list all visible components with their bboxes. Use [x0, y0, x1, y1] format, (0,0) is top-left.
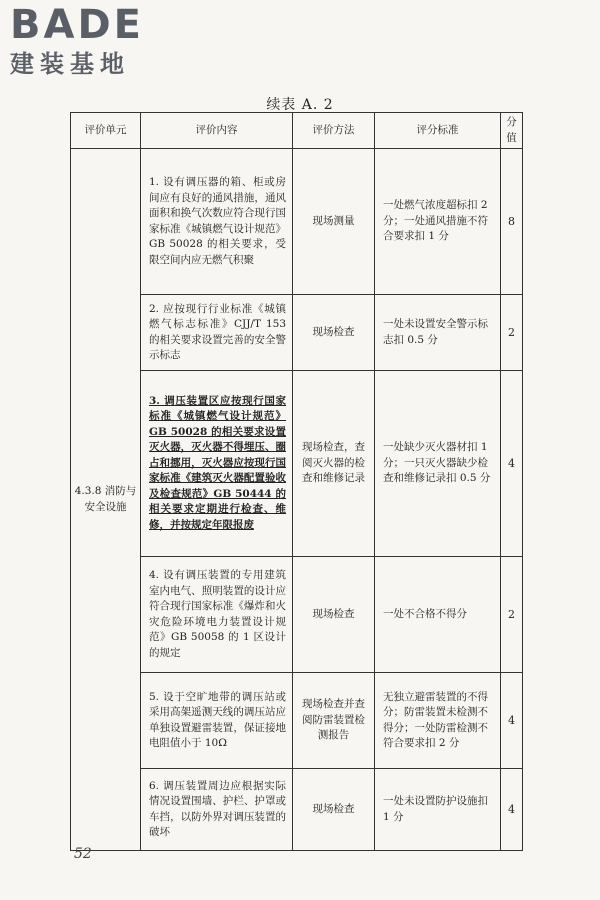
- table-header-row: [71, 113, 523, 149]
- row-criteria: 一处不合格不得分: [375, 557, 501, 673]
- row-score: 4: [501, 673, 523, 769]
- evaluation-table: [70, 112, 523, 851]
- watermark-logo: [10, 4, 190, 78]
- watermark-brand: BADE: [10, 2, 144, 48]
- header-method: 评价方法: [293, 113, 375, 149]
- header-unit: 评价单元: [71, 113, 141, 149]
- header-content: 评价内容: [141, 113, 293, 149]
- header-score: 分值: [501, 113, 523, 149]
- row-method: 现场检查: [293, 557, 375, 673]
- row-criteria: 一处未设置安全警示标志扣 0.5 分: [375, 295, 501, 371]
- row-criteria: 无独立避雷装置的不得分；防雷装置未检测不得分；一处防雷检测不符合要求扣 2 分: [375, 673, 501, 769]
- row-score: 4: [501, 371, 523, 557]
- row-criteria: 一处缺少灭火器材扣 1 分；一只灭火器缺少检查和维修记录扣 0.5 分: [375, 371, 501, 557]
- table-row: [71, 149, 523, 295]
- unit-label: 4.3.8 消防与安全设施: [71, 149, 141, 851]
- row-score: 2: [501, 557, 523, 673]
- header-criteria: 评分标准: [375, 113, 501, 149]
- watermark-subtitle: 建装基地: [10, 50, 130, 78]
- page-number: 52: [74, 846, 92, 862]
- row-criteria: 一处未设置防护设施扣 1 分: [375, 769, 501, 851]
- row-content: 6. 调压装置周边应根据实际情况设置围墙、护栏、护罩或车挡，以防外界对调压装置的破坏: [141, 769, 293, 851]
- row-content: 3. 调压装置区应按现行国家标准《城镇燃气设计规范》GB 50028 的相关要求设置灭火器，灭火器不得埋压、圈占和挪用，灭火器应按现行国家标准《建筑灭火器配置验收及检查规范》GB 50444 的相关要求定期进行检查、维修，并按规定年限报废: [141, 371, 293, 557]
- row-method: 现场检查: [293, 769, 375, 851]
- row-criteria: 一处燃气浓度超标扣 2 分；一处通风措施不符合要求扣 1 分: [375, 149, 501, 295]
- table-caption: 续表 A. 2: [266, 97, 334, 113]
- row-method: 现场检查，查阅灭火器的检查和维修记录: [293, 371, 375, 557]
- row-content: 2. 应按现行行业标准《城镇燃气标志标准》CJJ/T 153 的相关要求设置完善的安全警示标志: [141, 295, 293, 371]
- row-content: 5. 设于空旷地带的调压站或采用高架遥测天线的调压站应单独设置避雷装置，保证接地电阻值小于 10Ω: [141, 673, 293, 769]
- row-content: 4. 设有调压装置的专用建筑室内电气、照明装置的设计应符合现行国家标准《爆炸和火灾危险环境电力装置设计规范》GB 50058 的 1 区设计的规定: [141, 557, 293, 673]
- row-score: 2: [501, 295, 523, 371]
- row-score: 8: [501, 149, 523, 295]
- row-method: 现场测量: [293, 149, 375, 295]
- row-method: 现场检查: [293, 295, 375, 371]
- row-content: 1. 设有调压器的箱、柜或房间应有良好的通风措施，通风面积和换气次数应符合现行国家标准《城镇燃气设计规范》GB 50028 的相关要求，受限空间内应无燃气积聚: [141, 149, 293, 295]
- row-method: 现场检查并查阅防雷装置检测报告: [293, 673, 375, 769]
- row-score: 4: [501, 769, 523, 851]
